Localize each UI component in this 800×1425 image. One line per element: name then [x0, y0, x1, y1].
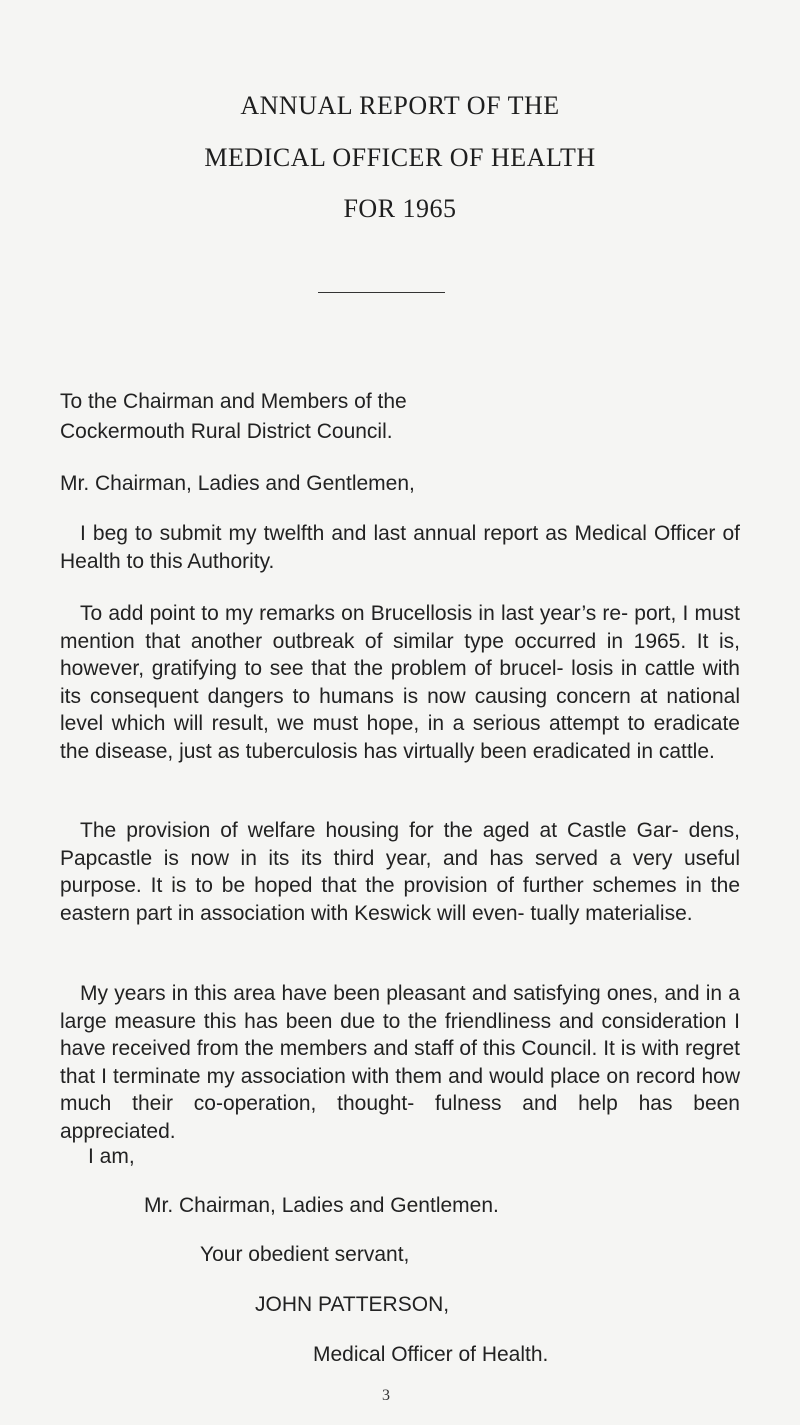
- closing-i-am: I am,: [88, 1145, 135, 1168]
- address-line-2: Cockermouth Rural District Council.: [60, 420, 393, 443]
- paragraph-2: To add point to my remarks on Brucellosis in last year’s re- port, I must mention that another outbreak of similar type occurred in 1965. It is, however, gratifying to see that the problem of brucel- losis in cattle with its consequent dangers to humans is now causing concern at national level which will result, we must hope, in a serious attempt to eradicate the disease, just as tuberculosis has virtually been eradicated in cattle.: [60, 602, 740, 763]
- address-line-1: To the Chairman and Members of the: [60, 390, 407, 413]
- signatory-title: Medical Officer of Health.: [313, 1343, 549, 1366]
- title-divider: [318, 292, 445, 293]
- report-title-line-1: ANNUAL REPORT OF THE: [240, 91, 560, 120]
- paragraph-3: The provision of welfare housing for the aged at Castle Gar- dens, Papcastle is now in its its third year, and has served a very useful purpose. It is to be hoped that the provision of further schemes in the eastern part in association with Keswick will even- tually materialise.: [60, 819, 740, 925]
- signatory-name: JOHN PATTERSON,: [255, 1293, 450, 1316]
- report-title-line-2: MEDICAL OFFICER OF HEALTH: [204, 143, 596, 172]
- closing-servant: Your obedient servant,: [200, 1243, 410, 1266]
- salutation: Mr. Chairman, Ladies and Gentlemen,: [60, 472, 415, 495]
- paragraph-4: My years in this area have been pleasant and satisfying ones, and in a large measure this has been due to the friendliness and consideration I have received from the members and staff of this Council. It is with regret that I terminate my association with them and would place on record how much their co-operation, thought- fulness and help has been appreciated.: [60, 982, 740, 1143]
- closing-salutation: Mr. Chairman, Ladies and Gentlemen.: [144, 1194, 499, 1217]
- paragraph-1: I beg to submit my twelfth and last annual report as Medical Officer of Health to this Authority.: [60, 522, 740, 573]
- page-number: 3: [382, 1387, 390, 1404]
- report-title-line-3: FOR 1965: [343, 194, 457, 223]
